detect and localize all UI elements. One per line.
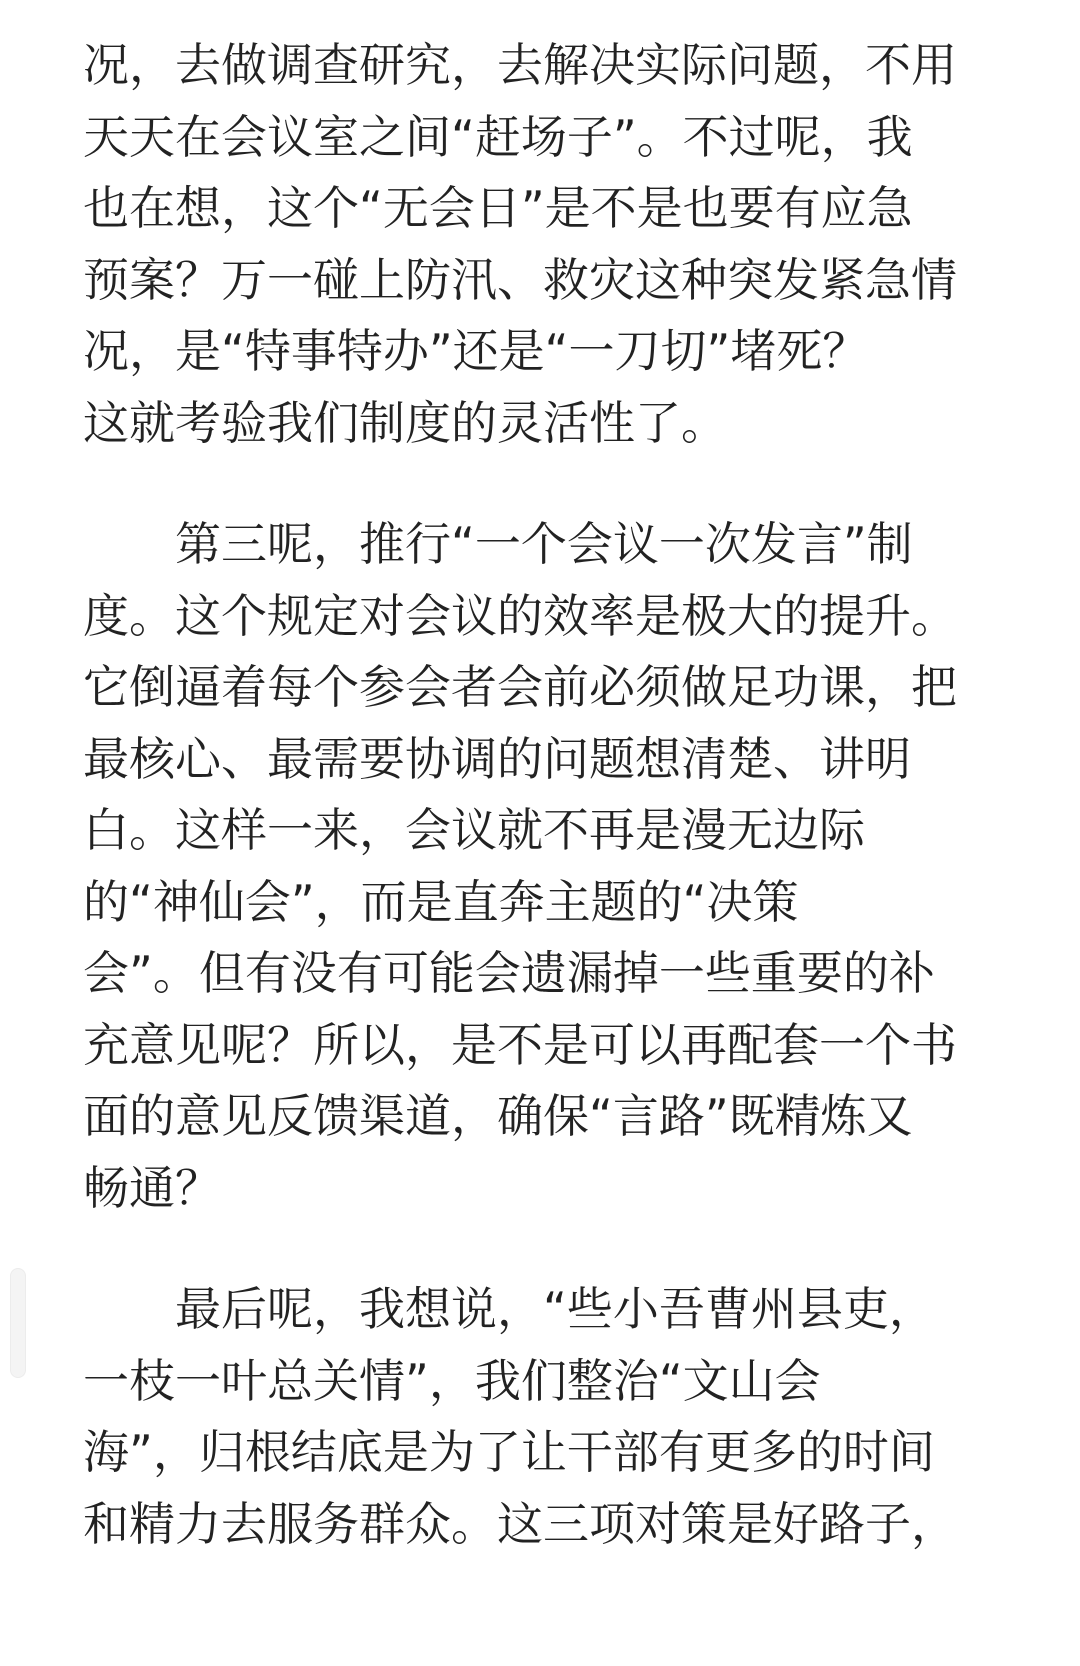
text-line: 况，去做调查研究，去解决实际问题，不用: [83, 38, 957, 92]
text-line: 预案？万一碰上防汛、救灾这种突发紧急情: [83, 252, 957, 307]
text-line: 最后呢，我想说，“些小吾曹州县吏，: [175, 1282, 935, 1336]
text-line: 天天在会议室之间“赶场子”。不过呢，我: [83, 109, 913, 164]
text-line: 海”，归根结底是为了让干部有更多的时间: [83, 1425, 935, 1479]
text-line: 这就考验我们制度的灵活性了。: [83, 395, 727, 450]
text-line: 白。这样一来，会议就不再是漫无边际: [83, 803, 865, 857]
text-line: 第三呢，推行“一个会议一次发言”制: [175, 517, 913, 571]
text-line: 它倒逼着每个参会者会前必须做足功课，把: [83, 660, 957, 714]
text-line: 充意见呢？所以，是不是可以再配套一个书: [83, 1017, 957, 1072]
text-line: 会”。但有没有可能会遗漏掉一些重要的补: [83, 946, 935, 1000]
text-line: 一枝一叶总关情”，我们整治“文山会: [83, 1353, 821, 1408]
text-line: 最核心、最需要协调的问题想清楚、讲明: [83, 731, 911, 786]
text-line: 度。这个规定对会议的效率是极大的提升。: [83, 588, 957, 643]
paragraph: [83, 1274, 995, 1560]
text-line: 的“神仙会”，而是直奔主题的“决策: [83, 874, 799, 929]
paragraph: [83, 30, 995, 459]
text-line: 面的意见反馈渠道，确保“言路”既精炼又: [83, 1089, 913, 1143]
text-line: 畅通？: [83, 1160, 221, 1215]
paragraph: [83, 509, 995, 1224]
scroll-handle[interactable]: [10, 1268, 26, 1378]
text-line: 况，是“特事特办”还是“一刀切”堵死？: [83, 324, 869, 378]
text-line: 也在想，这个“无会日”是不是也要有应急: [83, 181, 913, 235]
text-line: 和精力去服务群众。这三项对策是好路子，: [83, 1496, 957, 1551]
article-body: [83, 30, 995, 1560]
